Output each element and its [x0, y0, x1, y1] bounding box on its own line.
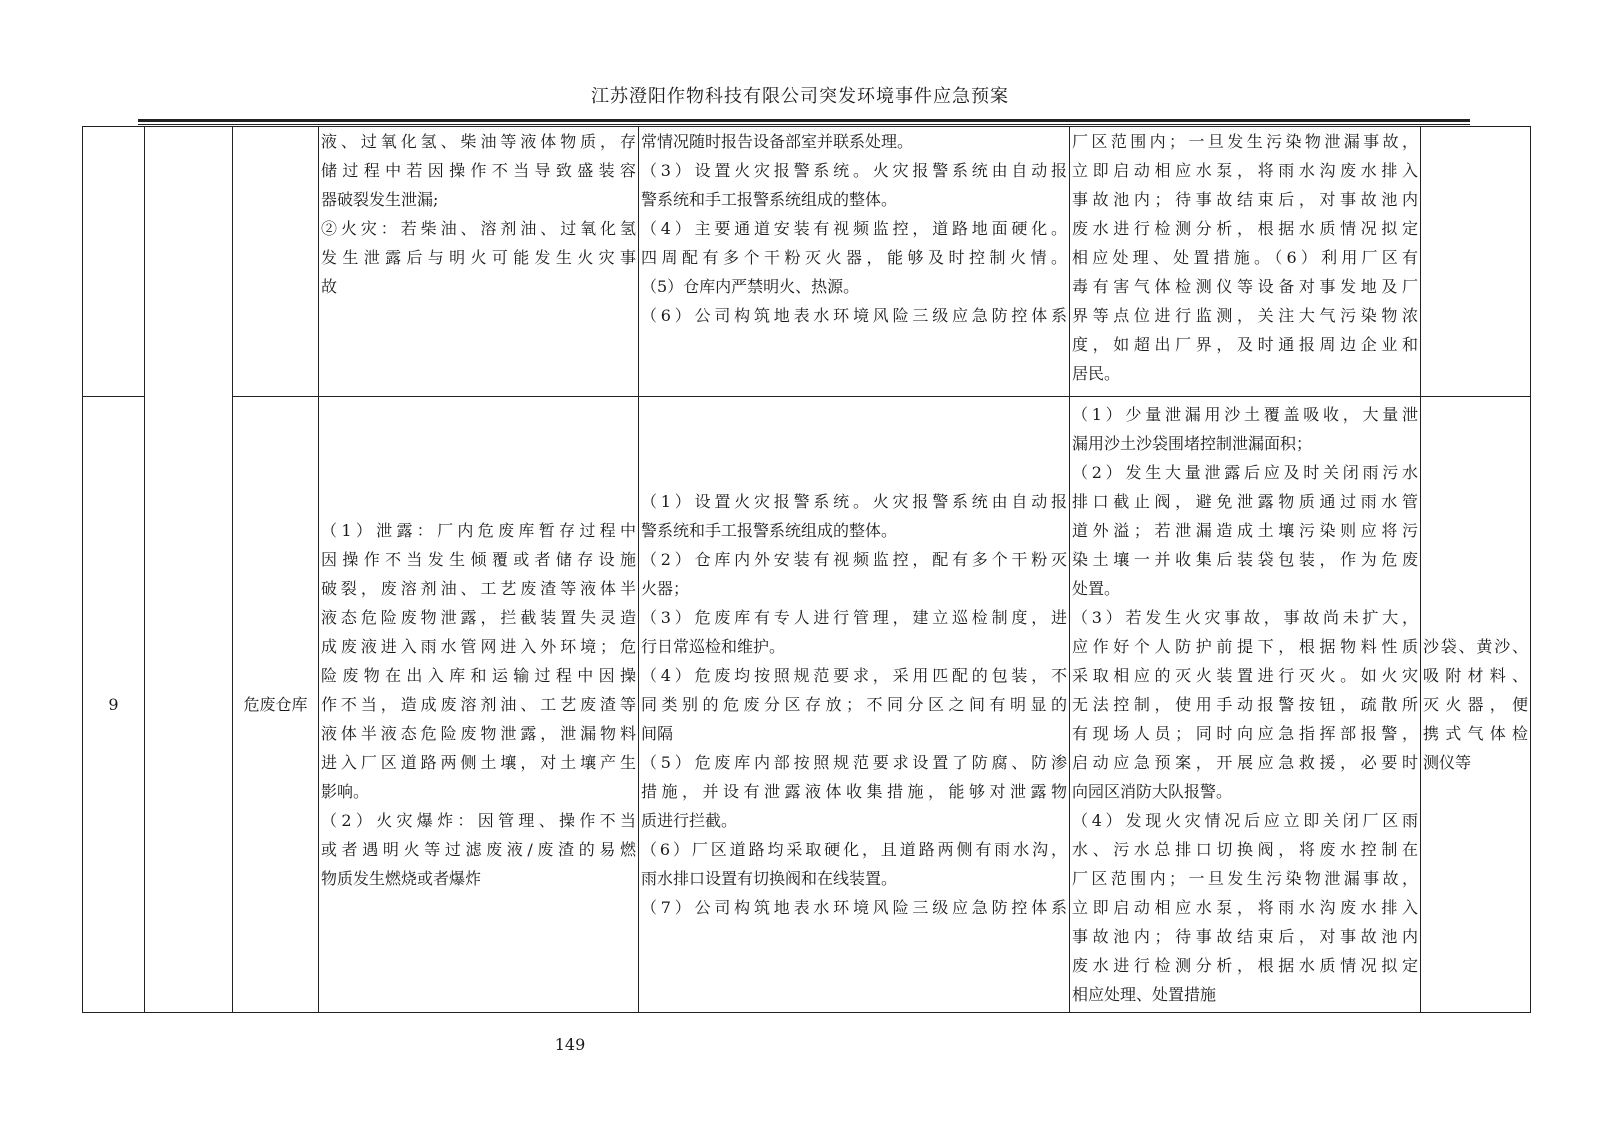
text-line: （4）主要通道安装有视频监控，道路地面硬化。: [641, 219, 1067, 238]
text-line: 处置。: [1072, 579, 1121, 598]
page-number: 149: [554, 1035, 586, 1054]
text-line: 液、过氧化氢、柴油等液体物质，存: [321, 132, 636, 151]
text-line: 警系统和手工报警系统组成的整体。: [641, 190, 898, 209]
text-line: 或者遇明火等过滤废液/废渣的易燃: [321, 840, 636, 859]
header-rule-thin: [138, 124, 1470, 125]
text-line: （5）仓库内严禁明火、热源。: [641, 277, 860, 296]
text-line: 影响。: [321, 782, 370, 801]
text-line: 常情况随时报告设备部室并联系处理。: [641, 132, 914, 151]
text-line: （1）泄露：厂内危废库暂存过程中: [321, 521, 636, 540]
response-cell: [1070, 397, 1421, 1013]
table-row-9: [83, 397, 1531, 1013]
text-line: 事故池内；待事故结束后，对事故池内: [1072, 190, 1418, 209]
text-line: 应作好个人防护前提下，根据物料性质: [1072, 637, 1418, 656]
text-line: 相应处理、处置措施: [1072, 985, 1217, 1004]
text-line: （6）公司构筑地表水环境风险三级应急防控体系: [641, 306, 1067, 325]
hazard-cell: [319, 397, 639, 1013]
table-row-continued: [83, 127, 1531, 397]
emergency-table: [82, 126, 1531, 1013]
measures-cell: [639, 127, 1070, 397]
text-line: （3）危废库有专人进行管理，建立巡检制度，进: [641, 608, 1067, 627]
text-line: 破裂，废溶剂油、工艺废渣等液体半: [321, 579, 636, 598]
text-line: 作不当，造成废溶剂油、工艺废渣等: [321, 695, 636, 714]
response-cell: [1070, 127, 1421, 397]
text-line: （2）火灾爆炸：因管理、操作不当: [321, 811, 636, 830]
text-line: 度，如超出厂界，及时通报周边企业和: [1072, 335, 1418, 354]
text-line: （6）厂区道路均采取硬化，且道路两侧有雨水沟，: [641, 840, 1067, 859]
text-line: 储过程中若因操作不当导致盛装容: [321, 161, 636, 180]
text-line: 居民。: [1072, 364, 1121, 383]
text-line: 故: [321, 277, 338, 296]
text-line: 四周配有多个干粉灭火器，能够及时控制火情。: [641, 248, 1067, 267]
text-line: 进入厂区道路两侧土壤，对土壤产生: [321, 753, 636, 772]
text-line: 行日常巡检和维护。: [641, 637, 786, 656]
name-cell-empty: [233, 127, 319, 397]
materials-cell: [1421, 397, 1531, 1013]
measures-cell: [639, 397, 1070, 1013]
text-line: （1）设置火灾报警系统。火灾报警系统由自动报: [641, 492, 1067, 511]
text-line: 水、污水总排口切换阀，将废水控制在: [1072, 840, 1418, 859]
name-cell: 危废仓库: [233, 397, 319, 1013]
text-line: 测仪等: [1423, 753, 1472, 772]
text-line: 采取相应的灭火装置进行灭火。如火灾: [1072, 666, 1418, 685]
text-line: （4）发现火灾情况后应立即关闭厂区雨: [1072, 811, 1418, 830]
text-line: 发生泄露后与明火可能发生火灾事: [321, 248, 636, 267]
text-line: 液态危险废物泄露，拦截装置失灵造: [321, 608, 636, 627]
text-line: （7）公司构筑地表水环境风险三级应急防控体系: [641, 898, 1067, 917]
text-line: 排口截止阀，避免泄露物质通过雨水管: [1072, 492, 1418, 511]
text-line: 染土壤一并收集后装袋包装，作为危废: [1072, 550, 1418, 569]
text-line: 险废物在出入库和运输过程中因操: [321, 666, 636, 685]
text-line: 成废液进入雨水管网进入外环境；危: [321, 637, 636, 656]
text-line: 道外溢；若泄漏造成土壤污染则应将污: [1072, 521, 1418, 540]
document-header: 江苏澄阳作物科技有限公司突发环境事件应急预案: [591, 86, 1009, 107]
text-line: 质进行拦截。: [641, 811, 738, 830]
text-line: ②火灾：若柴油、溶剂油、过氧化氢: [321, 219, 636, 238]
text-line: 同类别的危废分区存放；不同分区之间有明显的: [641, 695, 1067, 714]
text-line: （5）危废库内部按照规范要求设置了防腐、防渗: [641, 753, 1067, 772]
text-line: 灭火器，便: [1423, 695, 1528, 714]
text-line: 废水进行检测分析，根据水质情况拟定: [1072, 956, 1418, 975]
text-line: 漏用沙土沙袋围堵控制泄漏面积；: [1072, 434, 1313, 453]
text-line: （3）若发生火灾事故，事故尚未扩大，: [1072, 608, 1418, 627]
text-line: （3）设置火灾报警系统。火灾报警系统由自动报: [641, 161, 1067, 180]
header-rule-thick: [138, 119, 1470, 122]
text-line: 向园区消防大队报警。: [1072, 782, 1233, 801]
text-line: 器破裂发生泄漏;: [321, 190, 439, 209]
text-line: 废水进行检测分析，根据水质情况拟定: [1072, 219, 1418, 238]
text-line: （2）仓库内外安装有视频监控，配有多个干粉灭: [641, 550, 1067, 569]
materials-cell-empty: [1421, 127, 1531, 397]
text-line: 液体半液态危险废物泄露，泄漏物料: [321, 724, 636, 743]
text-line: （1）少量泄漏用沙土覆盖吸收，大量泄: [1072, 405, 1418, 424]
text-line: 立即启动相应水泵，将雨水沟废水排入: [1072, 898, 1418, 917]
text-line: 有现场人员；同时向应急指挥部报警，: [1072, 724, 1418, 743]
category-cell-empty: [145, 127, 233, 1013]
text-line: 相应处理、处置措施。（6）利用厂区有: [1072, 248, 1418, 267]
text-line: 启动应急预案，开展应急救援，必要时: [1072, 753, 1418, 772]
text-line: 沙袋、黄沙、: [1423, 637, 1528, 656]
text-line: 物质发生燃烧或者爆炸: [321, 869, 482, 888]
text-line: 界等点位进行监测，关注大气污染物浓: [1072, 306, 1418, 325]
text-line: 立即启动相应水泵，将雨水沟废水排入: [1072, 161, 1418, 180]
text-line: 携式气体检: [1423, 724, 1528, 743]
seq-cell: 9: [83, 397, 145, 1013]
text-line: 间隔: [641, 724, 674, 743]
text-line: 因操作不当发生倾覆或者储存设施: [321, 550, 636, 569]
text-line: 措施，并设有泄露液体收集措施，能够对泄露物: [641, 782, 1067, 801]
text-line: 事故池内；待事故结束后，对事故池内: [1072, 927, 1418, 946]
hazard-cell: [319, 127, 639, 397]
text-line: 警系统和手工报警系统组成的整体。: [641, 521, 898, 540]
text-line: 厂区范围内；一旦发生污染物泄漏事故，: [1072, 132, 1418, 151]
seq-cell-empty: [83, 127, 145, 397]
text-line: 毒有害气体检测仪等设备对事发地及厂: [1072, 277, 1418, 296]
text-line: （2）发生大量泄露后应及时关闭雨污水: [1072, 463, 1418, 482]
text-line: （4）危废均按照规范要求，采用匹配的包装，不: [641, 666, 1067, 685]
text-line: 雨水排口设置有切换阀和在线装置。: [641, 869, 898, 888]
text-line: 火器；: [641, 579, 690, 598]
text-line: 无法控制，使用手动报警按钮，疏散所: [1072, 695, 1418, 714]
text-line: 厂区范围内；一旦发生污染物泄漏事故，: [1072, 869, 1418, 888]
text-line: 吸附材料、: [1423, 666, 1528, 685]
